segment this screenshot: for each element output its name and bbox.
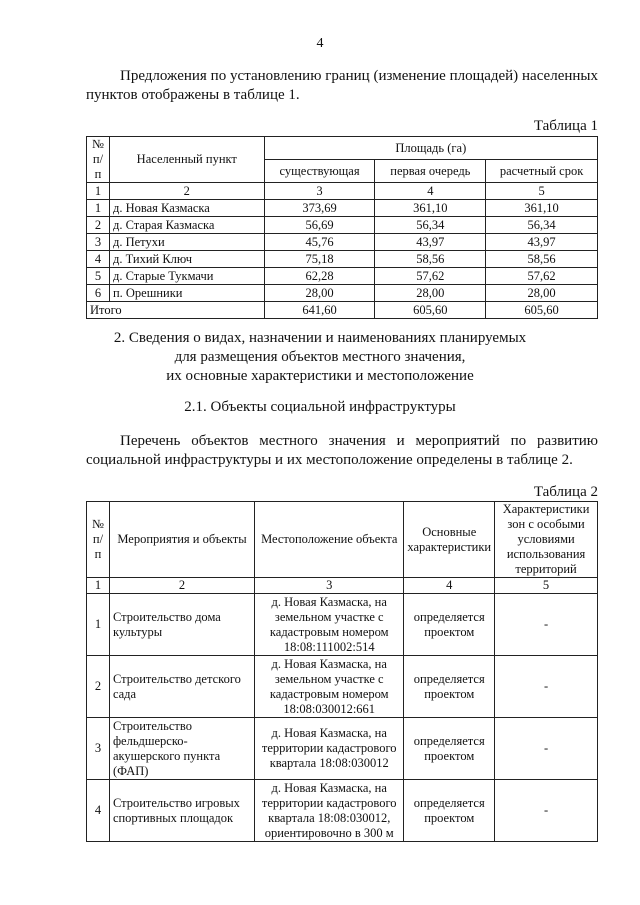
t1-total-label: Итого (87, 302, 265, 319)
t1-cell-target: 56,34 (486, 217, 598, 234)
t1-cell-num: 6 (87, 285, 110, 302)
t2-cell-num: 3 (87, 718, 110, 780)
t1-header-num: № п/п (87, 137, 110, 183)
t1-cell-first: 28,00 (375, 285, 486, 302)
table-row (87, 718, 598, 780)
t2-cell-num: 2 (87, 656, 110, 718)
t1-colnum: 1 (87, 183, 110, 200)
t1-cell-num: 1 (87, 200, 110, 217)
table2-objects (86, 501, 598, 842)
t1-colnum: 5 (486, 183, 598, 200)
intro-line-1: Предложения по установлению границ (изменение площадей) населенных (120, 68, 598, 84)
t2-header-characteristics: Основные характеристики (404, 502, 495, 578)
t1-header-target: расчетный срок (486, 160, 598, 183)
section2-line-2: для размещения объектов местного значения, (174, 349, 466, 365)
section21-heading: 2.1. Объекты социальной инфраструктуры (184, 399, 456, 415)
t1-cell-target: 57,62 (486, 268, 598, 285)
t2-cell-event: Строительство дома культуры (109, 594, 254, 656)
table-row (87, 234, 598, 251)
t1-total-target: 605,60 (486, 302, 598, 319)
t2-cell-event: Строительство детского сада (109, 656, 254, 718)
t2-cell-characteristics: определяется проектом (404, 594, 495, 656)
t2-cell-zones: - (495, 718, 598, 780)
t1-cell-first: 56,34 (375, 217, 486, 234)
t1-cell-num: 4 (87, 251, 110, 268)
intro-line-2: пунктов отображены в таблице 1. (86, 87, 300, 103)
table1-area (86, 136, 598, 319)
para2-line-2: социальной инфраструктуры и их местоположение определены в таблице 2. (86, 452, 573, 468)
t2-cell-location: д. Новая Казмаска, на земельном участке с кадастровым номером 18:08:030012:661 (255, 656, 404, 718)
t1-cell-name: д. Тихий Ключ (109, 251, 264, 268)
t2-cell-characteristics: определяется проектом (404, 656, 495, 718)
para2 (86, 432, 598, 470)
table-row (87, 285, 598, 302)
table1-caption: Таблица 1 (533, 118, 598, 134)
table-row (87, 656, 598, 718)
t2-header-num: № п/п (87, 502, 110, 578)
t2-cell-event: Строительство игровых спортивных площадок (109, 780, 254, 842)
table-row (87, 594, 598, 656)
t2-cell-zones: - (495, 594, 598, 656)
t1-cell-name: п. Орешники (109, 285, 264, 302)
t1-cell-target: 28,00 (486, 285, 598, 302)
table-row (87, 268, 598, 285)
t1-cell-num: 5 (87, 268, 110, 285)
t1-header-existing: существующая (264, 160, 375, 183)
t1-cell-name: д. Старые Тукмачи (109, 268, 264, 285)
t1-cell-num: 2 (87, 217, 110, 234)
para2-line-1: Перечень объектов местного значения и мероприятий по развитию (120, 433, 598, 449)
t1-cell-first: 57,62 (375, 268, 486, 285)
t2-cell-event: Строительство фельдшерско-акушерского пункта (ФАП) (109, 718, 254, 780)
t1-header-area: Площадь (га) (264, 137, 597, 160)
t2-colnum: 5 (495, 578, 598, 594)
t1-header-place: Населенный пункт (109, 137, 264, 183)
t1-cell-target: 58,56 (486, 251, 598, 268)
t1-cell-existing: 45,76 (264, 234, 375, 251)
t2-colnum: 4 (404, 578, 495, 594)
t2-cell-zones: - (495, 780, 598, 842)
t1-cell-target: 361,10 (486, 200, 598, 217)
table-row (87, 780, 598, 842)
t1-cell-num: 3 (87, 234, 110, 251)
t1-cell-first: 58,56 (375, 251, 486, 268)
t1-cell-existing: 62,28 (264, 268, 375, 285)
t1-cell-name: д. Старая Казмаска (109, 217, 264, 234)
t1-colnum: 4 (375, 183, 486, 200)
t2-colnum-row (87, 578, 598, 594)
t2-cell-location: д. Новая Казмаска, на территории кадастрового квартала 18:08:030012, ориентировочно в 300 м (255, 780, 404, 842)
intro-paragraph (86, 67, 598, 105)
t1-header-first-stage: первая очередь (375, 160, 486, 183)
page-number: 4 (316, 36, 324, 51)
t1-total-row (87, 302, 598, 319)
t1-cell-name: д. Петухи (109, 234, 264, 251)
t1-total-first: 605,60 (375, 302, 486, 319)
t2-colnum: 3 (255, 578, 404, 594)
section2-heading (0, 329, 640, 386)
t2-header-zones: Характеристики зон с особыми условиями использования территорий (495, 502, 598, 578)
t1-cell-existing: 373,69 (264, 200, 375, 217)
t1-cell-name: д. Новая Казмаска (109, 200, 264, 217)
table-row (87, 251, 598, 268)
t1-cell-existing: 56,69 (264, 217, 375, 234)
t2-cell-characteristics: определяется проектом (404, 718, 495, 780)
t2-header-location: Местоположение объекта (255, 502, 404, 578)
t2-colnum: 2 (109, 578, 254, 594)
section2-line-1: 2. Сведения о видах, назначении и наименованиях планируемых (113, 330, 527, 346)
t2-cell-characteristics: определяется проектом (404, 780, 495, 842)
section2-line-3: их основные характеристики и местоположение (166, 368, 474, 384)
t1-cell-first: 43,97 (375, 234, 486, 251)
t2-cell-zones: - (495, 656, 598, 718)
t1-cell-target: 43,97 (486, 234, 598, 251)
t1-colnum-row (87, 183, 598, 200)
table-row (87, 200, 598, 217)
t1-colnum: 2 (109, 183, 264, 200)
t2-cell-num: 1 (87, 594, 110, 656)
t2-colnum: 1 (87, 578, 110, 594)
t1-cell-first: 361,10 (375, 200, 486, 217)
t2-cell-num: 4 (87, 780, 110, 842)
t1-cell-existing: 28,00 (264, 285, 375, 302)
table2-caption: Таблица 2 (533, 484, 598, 500)
t2-cell-location: д. Новая Казмаска, на земельном участке с кадастровым номером 18:08:111002:514 (255, 594, 404, 656)
t2-header-event: Мероприятия и объекты (109, 502, 254, 578)
t1-cell-existing: 75,18 (264, 251, 375, 268)
t1-total-existing: 641,60 (264, 302, 375, 319)
t1-colnum: 3 (264, 183, 375, 200)
t2-cell-location: д. Новая Казмаска, на территории кадастрового квартала 18:08:030012 (255, 718, 404, 780)
table-row (87, 217, 598, 234)
